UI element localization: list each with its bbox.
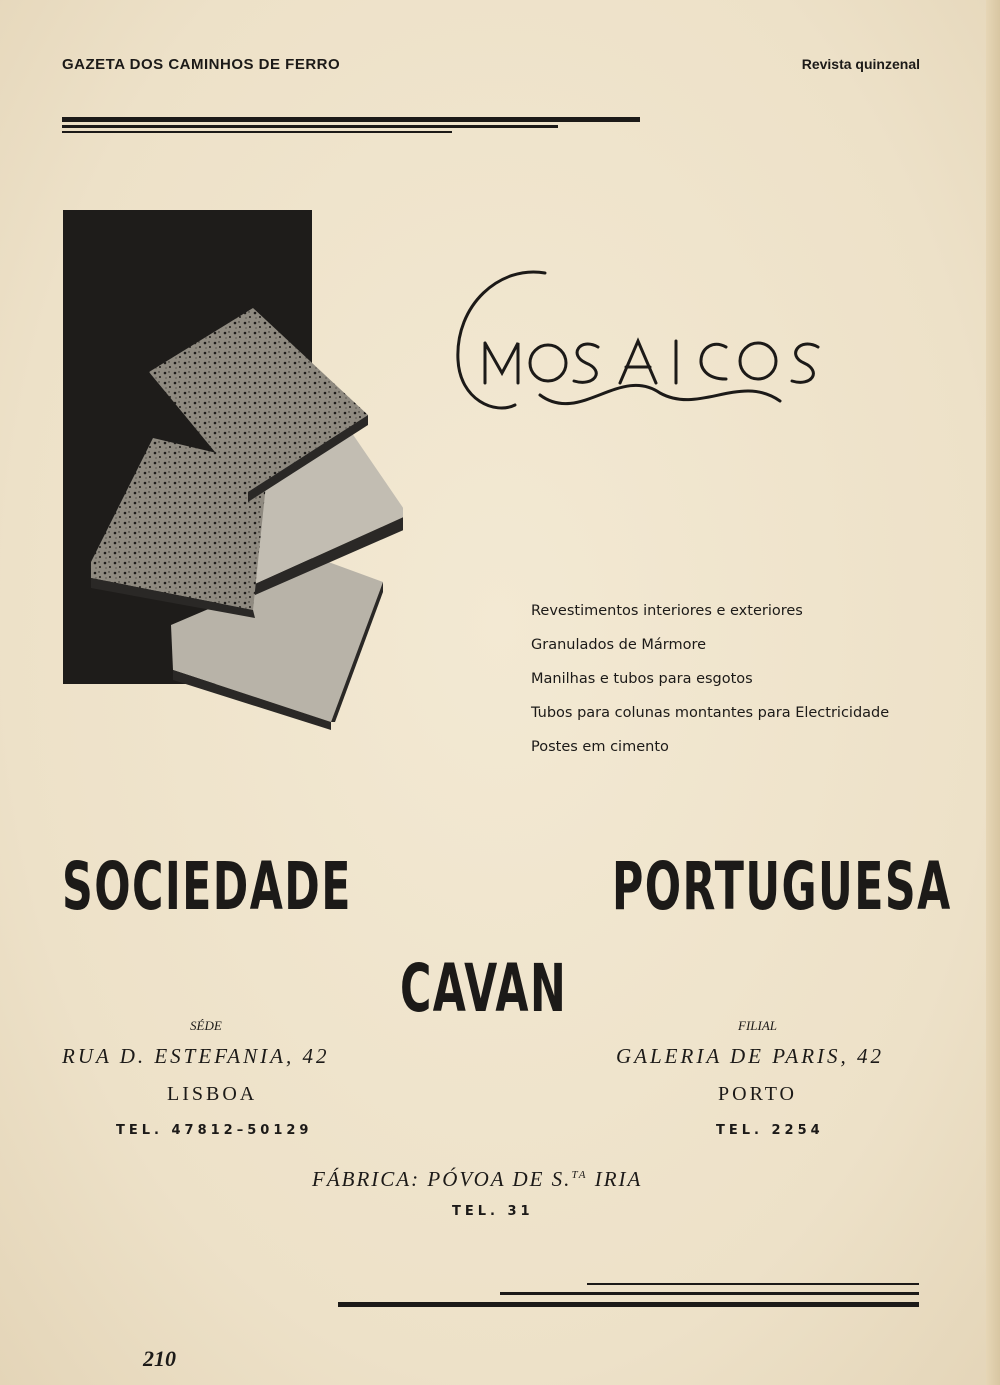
top-rule-mid bbox=[62, 125, 558, 128]
company-word-cavan: CAVAN bbox=[400, 950, 568, 1027]
product-item: Postes em cimento bbox=[531, 739, 669, 755]
sede-city: LISBOA bbox=[167, 1083, 258, 1105]
top-rule-thick bbox=[62, 117, 640, 122]
publication-frequency: Revista quinzenal bbox=[801, 56, 920, 72]
product-item: Manilhas e tubos para esgotos bbox=[531, 671, 753, 687]
sede-tel: TEL. 47812–50129 bbox=[116, 1123, 313, 1138]
fabrica-address bbox=[312, 1167, 642, 1192]
filial-label: FILIAL bbox=[738, 1018, 777, 1033]
product-list bbox=[531, 594, 889, 764]
mosaicos-cavan-logo bbox=[440, 255, 820, 425]
tiles-illustration bbox=[63, 210, 403, 730]
product-item: Granulados de Mármore bbox=[531, 637, 707, 653]
publication-title: GAZETA DOS CAMINHOS DE FERRO bbox=[62, 56, 341, 73]
company-word-portuguesa: PORTUGUESA bbox=[612, 848, 952, 925]
company-word-sociedade: SOCIEDADE bbox=[62, 848, 352, 925]
filial-city: PORTO bbox=[718, 1083, 798, 1105]
fabrica-suffix: IRIA bbox=[587, 1167, 643, 1191]
filial-tel: TEL. 2254 bbox=[716, 1123, 824, 1138]
bottom-rule-thin bbox=[587, 1283, 919, 1285]
filial-address: GALERIA DE PARIS, 42 bbox=[616, 1044, 885, 1068]
fabrica-tel: TEL. 31 bbox=[452, 1204, 534, 1219]
sede-address: RUA D. ESTEFANIA, 42 bbox=[62, 1044, 330, 1068]
top-rule-thin bbox=[62, 131, 452, 133]
product-item: Tubos para colunas montantes para Electricidade bbox=[531, 705, 890, 721]
bottom-rule-thick bbox=[338, 1302, 919, 1307]
fabrica-prefix: FÁBRICA: PÓVOA DE S. bbox=[312, 1167, 572, 1191]
sede-label: SÉDE bbox=[190, 1018, 222, 1033]
bottom-rule-mid bbox=[500, 1292, 919, 1295]
fabrica-superscript: TA bbox=[571, 1169, 588, 1181]
product-item: Revestimentos interiores e exteriores bbox=[531, 603, 803, 619]
tiles-image bbox=[63, 210, 403, 730]
page-edge bbox=[986, 0, 1000, 1385]
page-number: 210 bbox=[143, 1346, 176, 1371]
